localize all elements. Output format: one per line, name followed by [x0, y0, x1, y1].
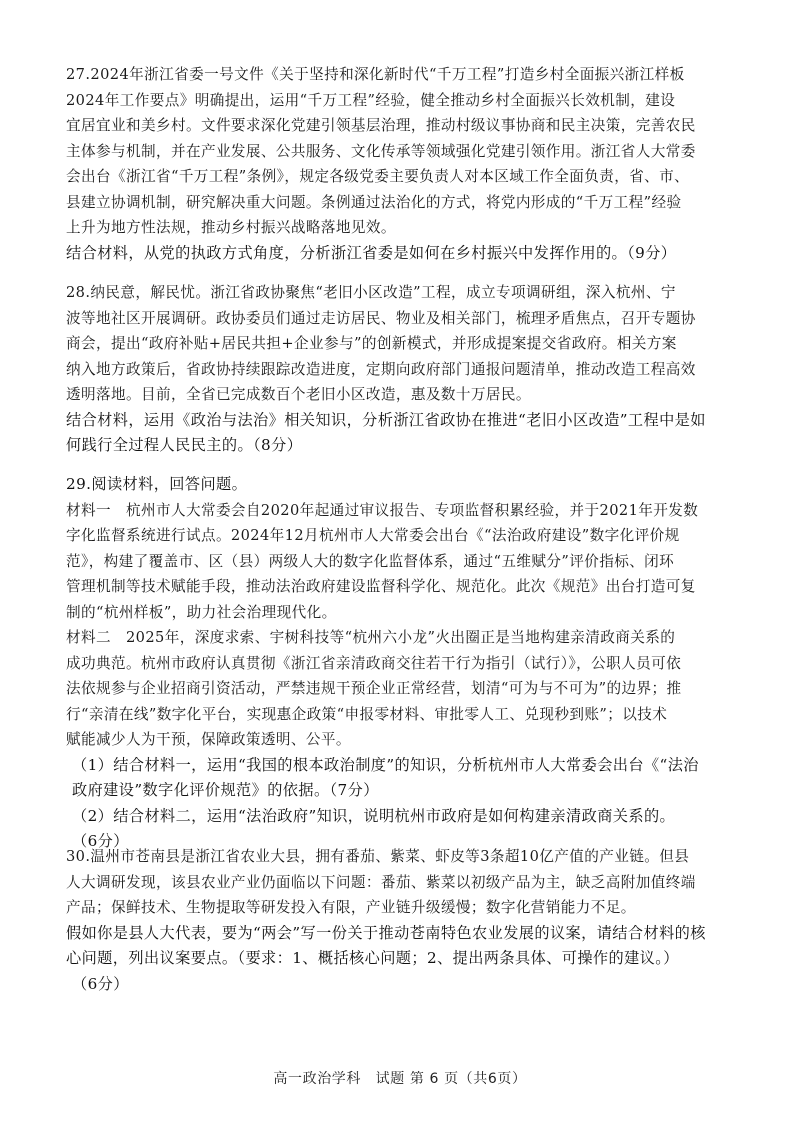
page-footer: 高一政治学科 试题 第 6 页（共6页） — [273, 1071, 527, 1087]
q29-material1-line: 材料一 杭州市人大常委会自2020年起通过审议报告、专项监督积累经验，并于2021年开发数 — [66, 501, 699, 519]
question-27 — [66, 62, 746, 266]
q28-line: 透明落地。目前，全省已完成数百个老旧小区改造，惠及数十万居民。 — [66, 386, 531, 403]
q30-line: 人大调研发现，该县农业产业仍面临以下问题：番茄、紫菜以初级产品为主，缺乏高附加值终端 — [66, 873, 696, 891]
q29-material1-line: 字化监督系统进行试点。2024年12月杭州市人大常委会出台《“法治政府建设”数字化评价规 — [66, 527, 680, 544]
question-29 — [66, 472, 746, 855]
q28-question-line: 结合材料，运用《政治与法治》相关知识，分析浙江省政协在推进“老旧小区改造”工程中是如 — [66, 410, 706, 429]
q27-line: 2024年工作要点》明确提出，运用“千万工程”经验，健全推动乡村全面振兴长效机制，建设 — [66, 91, 676, 109]
q30-question-line: 心问题，列出议案要点。（要求：1、概括核心问题；2、提出两条具体、可操作的建议。） — [66, 949, 679, 967]
q27-line: 主体参与机制，并在产业发展、公共服务、文化传承等领域强化党建引领作用。浙江省人大常委 — [66, 142, 696, 160]
q28-line: 纳入地方政策后，省政协持续跟踪改造进度，定期向政府部门通报问题清单，推动改造工程高效 — [66, 360, 696, 378]
q29-material1-line: 管理机制等技术赋能手段，推动法治政府建设监督科学化、规范化。此次《规范》出台打造可复 — [66, 578, 696, 595]
q28-question-line: 何践行全过程人民民主的。（8分） — [66, 436, 303, 454]
q29-material2-line: 赋能减少人为干预，保障政策透明、公平。 — [66, 731, 351, 748]
q27-line: 县建立协调机制，研究解决重大问题。条例通过法治化的方式，将党内形成的“千万工程”经验 — [66, 193, 682, 211]
q30-question-line: （6分） — [72, 974, 129, 993]
q29-material2-line: 法依规参与企业招商引资活动，严禁违规干预企业正常经营，划清“可为与不可为”的边界；推 — [66, 680, 682, 697]
q27-line: 宜居宜业和美乡村。文件要求深化党建引领基层治理，推动村级议事协商和民主决策，完善农民 — [66, 117, 696, 134]
q29-sub1-line: 政府建设”数字化评价规范》的依据。（7分） — [72, 781, 379, 799]
question-30 — [66, 844, 746, 997]
q27-line: 27.2024年浙江省委一号文件《关于坚持和深化新时代“千万工程”打造乡村全面振兴浙江样板 — [66, 66, 685, 83]
q29-material2-line: 材料二 2025年，深度求索、宇树科技等“杭州六小龙”火出圈正是当地构建亲清政商关系的 — [66, 629, 676, 646]
q29-intro: 29.阅读材料，回答问题。 — [66, 475, 248, 493]
q27-question: 结合材料，从党的执政方式角度，分析浙江省委是如何在乡村振兴中发挥作用的。（9分） — [66, 243, 677, 262]
q27-line: 会出台《浙江省“千万工程”条例》，规定各级党委主要负责人对本区域工作全面负责，省、市、 — [66, 168, 690, 185]
q29-sub2-line: （2）结合材料二，运用“法治政府”知识，说明杭州市政府是如何构建亲清政商关系的。 — [72, 806, 676, 825]
q27-line: 上升为地方性法规，推动乡村振兴战略落地见效。 — [66, 219, 396, 236]
question-28 — [66, 280, 746, 459]
q29-material2-line: 成功典范。杭州市政府认真贯彻《浙江省亲清政商交往若干行为指引（试行）》，公职人员可依 — [66, 654, 682, 672]
q30-line: 30.温州市苍南县是浙江省农业大县，拥有番茄、紫菜、虾皮等3条超10亿产值的产业链。但县 — [66, 848, 690, 865]
q29-sub1-line: （1）结合材料一，运用“我国的根本政治制度”的知识，分析杭州市人大常委会出台《“法治 — [72, 755, 699, 774]
q28-line: 28.纳民意，解民忧。浙江省政协聚焦“老旧小区改造”工程，成立专项调研组，深入杭州、宁 — [66, 284, 676, 301]
q29-material1-line: 范》，构建了覆盖市、区（县）两级人大的数字化监督体系，通过“五维赋分”评价指标、闭环 — [66, 552, 675, 570]
q29-sub2-line: （6分） — [72, 832, 129, 850]
q30-line: 产品；保鲜技术、生物提取等研发投入有限，产业链升级缓慢；数字化营销能力不足。 — [66, 899, 636, 916]
q29-material1-line: 制的“杭州样板”，助力社会治理现代化。 — [66, 603, 337, 621]
q29-material2-line: 行“亲清在线”数字化平台，实现惠企政策“申报零材料、审批零人工、兑现秒到账”；以技术 — [66, 705, 668, 723]
q28-line: 商会，提出“政府补贴+居民共担+企业参与”的创新模式，并形成提案提交省政府。相关方案 — [66, 335, 677, 352]
q30-question-line: 假如你是县人大代表，要为“两会”写一份关于推动苍南特色农业发展的议案，请结合材料的核 — [66, 923, 706, 942]
q28-line: 波等地社区开展调研。政协委员们通过走访居民、物业及相关部门，梳理矛盾焦点，召开专题协 — [66, 309, 696, 327]
